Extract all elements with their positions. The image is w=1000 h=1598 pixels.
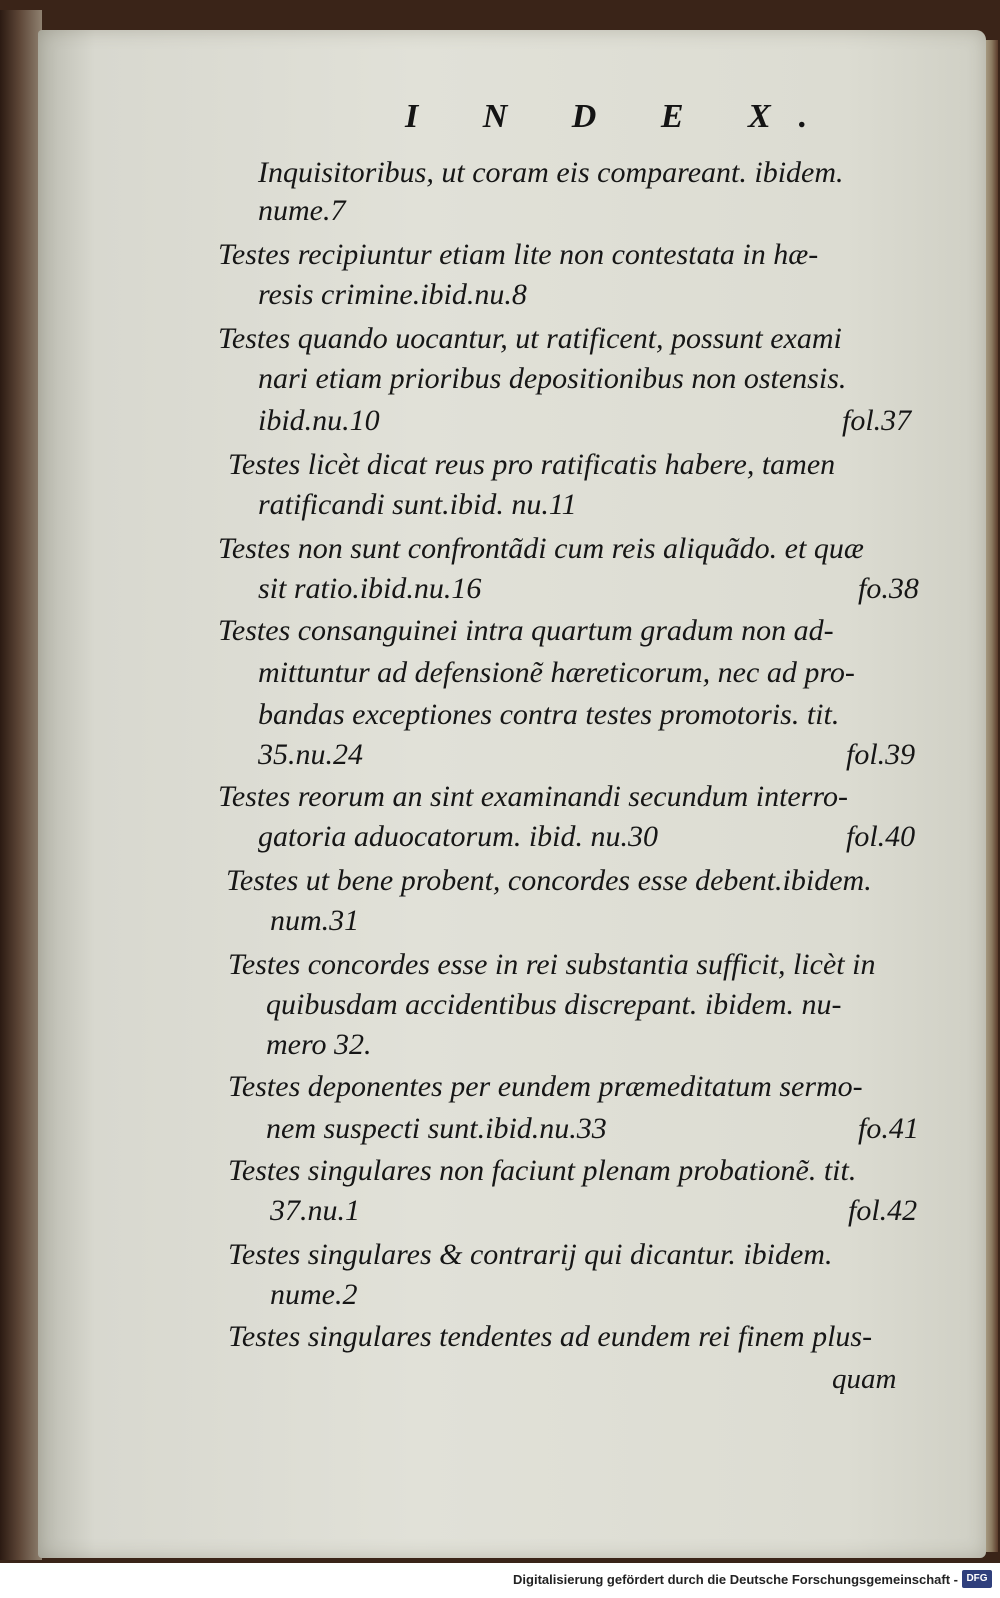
- index-line: nari etiam prioribus depositionibus non ostensis.: [258, 362, 847, 395]
- index-line: quibusdam accidentibus discrepant. ibidem. nu-: [266, 988, 842, 1021]
- footer-bar: [0, 1566, 1000, 1598]
- index-line: nume.7: [258, 194, 346, 227]
- running-head: I N D E X.: [405, 98, 836, 135]
- digitization-credit: Digitalisierung gefördert durch die Deutsche Forschungsgemeinschaft -: [513, 1572, 958, 1587]
- index-line: Testes concordes esse in rei substantia sufficit, licèt in: [228, 948, 876, 981]
- index-line: mero 32.: [266, 1028, 372, 1061]
- index-line: Testes quando uocantur, ut ratificent, possunt exami: [218, 322, 842, 355]
- index-line: Testes licèt dicat reus pro ratificatis habere, tamen: [228, 448, 836, 481]
- catchword: quam: [832, 1363, 897, 1395]
- index-line: Testes ut bene probent, concordes esse debent.ibidem.: [226, 864, 872, 897]
- index-line: ibid.nu.10: [258, 404, 380, 437]
- folio-reference: fol.40: [846, 820, 916, 853]
- index-line: 35.nu.24: [258, 738, 363, 771]
- index-line: Inquisitoribus, ut coram eis compareant. ibidem.: [258, 156, 844, 189]
- folio-reference: fo.38: [858, 572, 919, 605]
- folio-reference: fol.39: [846, 738, 916, 771]
- index-line: Testes deponentes per eundem præmeditatum sermo-: [228, 1070, 863, 1103]
- index-line: nume.2: [270, 1278, 358, 1311]
- index-line: nem suspecti sunt.ibid.nu.33: [266, 1112, 607, 1145]
- index-line: Testes non sunt confrontãdi cum reis aliquãdo. et quæ: [218, 532, 864, 565]
- book-spine: [0, 10, 42, 1560]
- folio-reference: fol.37: [842, 404, 912, 437]
- index-line: Testes singulares tendentes ad eundem rei finem plus-: [228, 1320, 873, 1353]
- dfg-logo: DFG: [962, 1570, 992, 1588]
- index-line: ratificandi sunt.ibid. nu.11: [258, 488, 577, 521]
- index-line: Testes singulares & contrarij qui dicantur. ibidem.: [228, 1238, 833, 1271]
- index-line: 37.nu.1: [270, 1194, 360, 1227]
- index-line: mittuntur ad defensionẽ hæreticorum, nec ad pro-: [258, 656, 855, 689]
- index-line: bandas exceptiones contra testes promotoris. tit.: [258, 698, 840, 731]
- index-line: Testes recipiuntur etiam lite non contestata in hæ-: [218, 238, 819, 271]
- index-line: Testes singulares non faciunt plenam probationẽ. tit.: [228, 1154, 857, 1187]
- index-line: Testes consanguinei intra quartum gradum non ad-: [218, 614, 834, 647]
- index-line: resis crimine.ibid.nu.8: [258, 278, 527, 311]
- index-line: Testes reorum an sint examinandi secundum interro-: [218, 780, 848, 813]
- folio-reference: fol.42: [848, 1194, 918, 1227]
- index-line: gatoria aduocatorum. ibid. nu.30: [258, 820, 659, 853]
- index-line: num.31: [270, 904, 360, 937]
- folio-reference: fo.41: [858, 1112, 919, 1145]
- index-line: sit ratio.ibid.nu.16: [258, 572, 482, 605]
